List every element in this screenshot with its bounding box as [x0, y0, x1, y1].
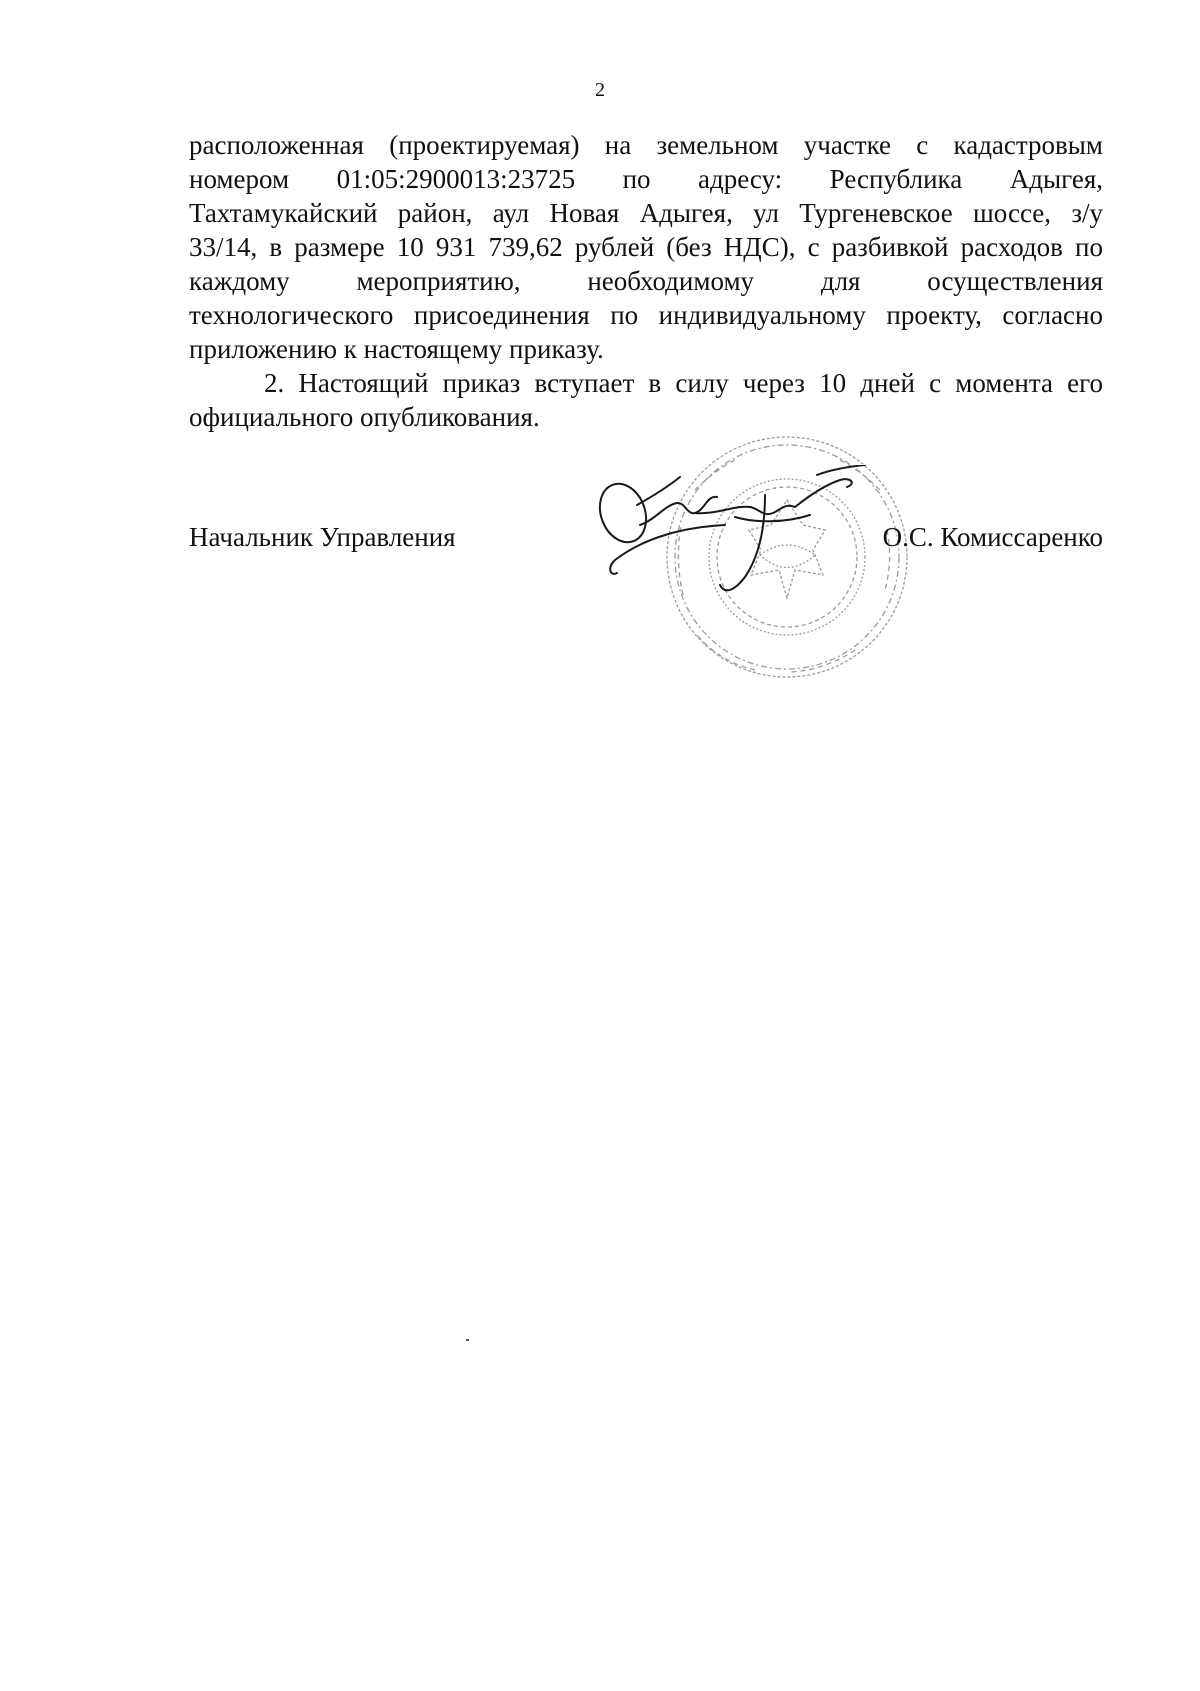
- clause-2-line: 2. Настоящий приказ вступает в силу через 10 дней с момента его: [264, 368, 1103, 398]
- text-line: расположенная (проектируемая) на земельном участке с кадастровым: [189, 130, 1103, 160]
- text-line: каждому мероприятию, необходимому для осуществления: [189, 266, 1103, 296]
- position-title: Начальник Управления: [189, 522, 456, 552]
- order-text: [189, 128, 1103, 434]
- scan-speck: [466, 1339, 469, 1341]
- text-line: технологического присоединения по индивидуальному проекту, согласно: [189, 300, 1103, 330]
- text-line: 33/14, в размере 10 931 739,62 рублей (без НДС), с разбивкой расходов по: [189, 232, 1103, 262]
- text-line: официального опубликования.: [189, 402, 540, 432]
- signature-block: [189, 520, 1103, 556]
- page-number: 2: [595, 79, 605, 101]
- signer-name: О.С. Комиссаренко: [882, 522, 1103, 552]
- text-line: Тахтамукайский район, аул Новая Адыгея, ул Тургеневское шоссе, з/у: [189, 198, 1103, 228]
- text-line: номером 01:05:2900013:23725 по адресу: Республика Адыгея,: [189, 164, 1103, 194]
- text-line: приложению к настоящему приказу.: [189, 334, 604, 364]
